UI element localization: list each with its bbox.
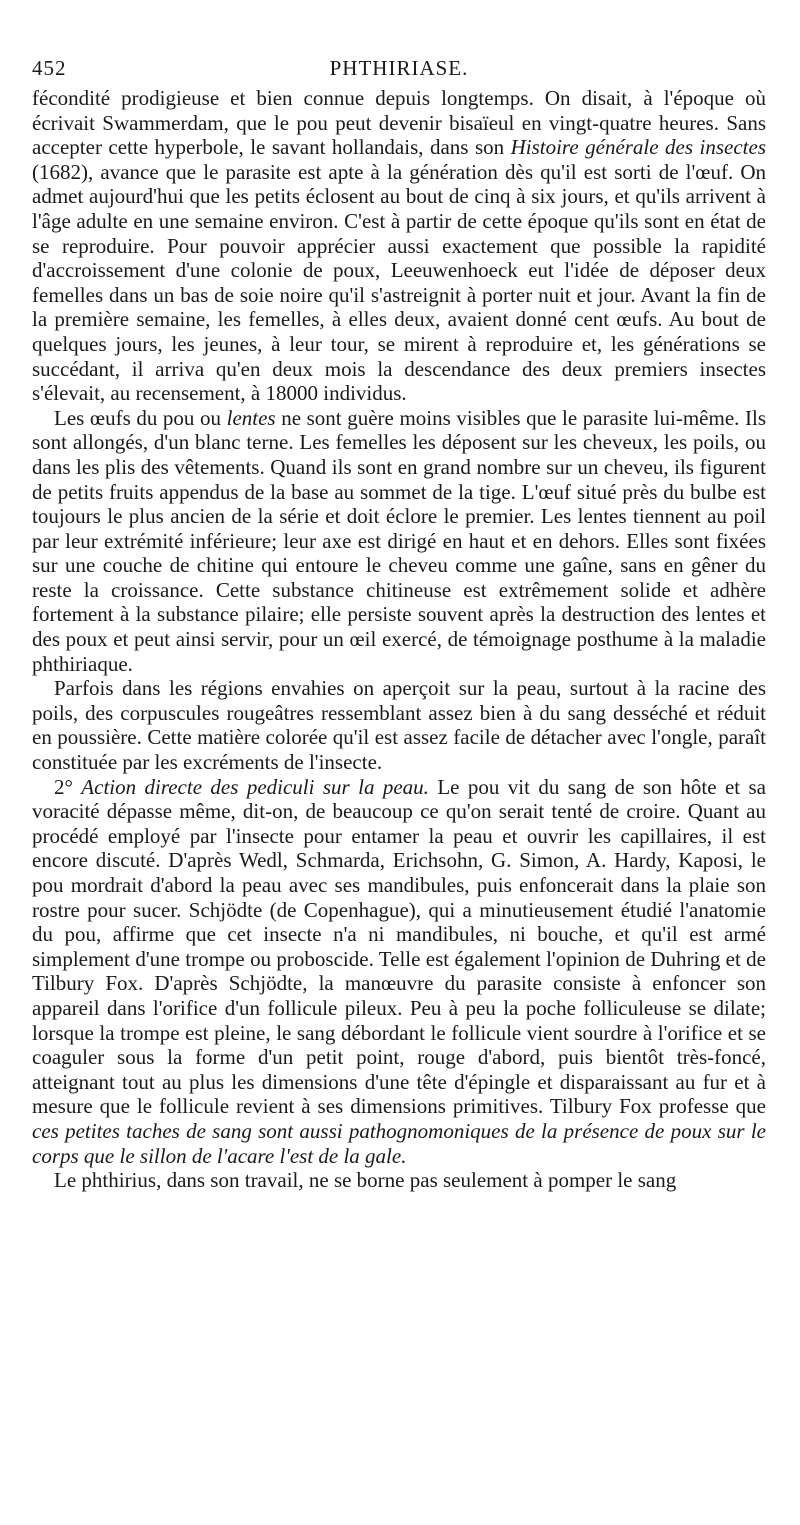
book-title-italic: Histoire générale des insectes [510, 135, 766, 160]
paragraph-lentes: Les œufs du pou ou lentes ne sont guère moins visibles que le parasite lui-même. Ils sont allongés, d'un blanc terne. Les femelles les déposent sur les cheveux, les poils, ou dans les plis des vêtements. Quand ils sont en grand nombre sur un cheveu, ils figurent de petits fruits appendus de la base au sommet de la tige. L'œuf situé près du bulbe est toujours le plus ancien de la série et doit éclore le premier. Les lentes tiennent au poil par leur extrémité inférieure; leur axe est dirigé en haut et en dehors. Elles sont fixées sur une couche de chitine qui entoure le cheveu comme une gaîne, sans en gêner du reste la croissance. Cette substance chitineuse est extrêmement solide et adhère fortement à la substance pilaire; elle persiste souvent après la destruction des lentes et des poux et peut ainsi servir, pour un œil exercé, de témoignage posthume à la maladie phthiriaque. [32, 405, 767, 676]
term-lentes-italic: lentes [226, 405, 276, 430]
page-header [32, 56, 766, 86]
section-heading-italic: Action directe des pediculi sur la peau. [81, 774, 429, 799]
paragraph-phthirius: Le phthirius, dans son travail, ne se borne pas seulement à pomper le sang [54, 1168, 677, 1193]
paragraph-fecondite: fécondité prodigieuse et bien connue depuis longtemps. On disait, à l'époque où écrivait Swammerdam, que le pou peut devenir bisaïeul en vingt-quatre heures. Sans accepter cette hyperbole, le savant hollandais, dans son Histoire générale des insectes (1682), avance que le parasite est apte à la génération dès qu'il est sorti de l'œuf. On admet aujourd'hui que les petits éclosent au bout de cinq à six jours, et qu'ils arrivent à l'âge adulte en une semaine environ. C'est à partir de cette époque qu'ils sont en état de se reproduire. Pour pouvoir apprécier aussi exactement que possible la rapidité d'accroissement d'une colonie de poux, Leeuwenhoeck eut l'idée de déposer deux femelles dans un bas de soie noire qu'il s'astreignit à porter nuit et jour. Avant la fin de la première semaine, les femelles, à elles deux, avaient donné cent œufs. Au bout de quelques jours, les jeunes, à leur tour, se mirent à reproduire et, les générations se succédant, il arriva qu'en deux mois la descendance des deux premiers insectes s'élevait, au recensement, à 18000 individus. [32, 86, 766, 406]
paragraph-action-directe: 2° Action directe des pediculi sur la peau. Le pou vit du sang de son hôte et sa voracité dépasse même, dit-on, de beaucoup ce qu'on serait tenté de croire. Quant au procédé employé par l'insecte pour entamer la peau et ouvrir les capillaires, il est encore discuté. D'après Wedl, Schmarda, Erichsohn, G. Simon, A. Hardy, Kaposi, le pou mordrait d'abord la peau avec ses mandibules, puis enfoncerait dans la plaie son rostre pour sucer. Schjödte (de Copenhague), qui a minutieusement étudié l'anatomie du pou, affirme que cet insecte n'a ni mandibules, ni bouche, et qu'il est armé simplement d'une trompe ou proboscide. Telle est également l'opinion de Duhring et de Tilbury Fox. D'après Schjödte, la manœuvre du parasite consiste à enfoncer son appareil dans l'orifice d'un follicule pileux. Peu à peu la poche folliculeuse se dilate; lorsque la trompe est pleine, le sang débordant le follicule vient sourdre à l'orifice et se coaguler sous la forme d'un petit point, rouge d'abord, puis bientôt très-foncé, atteignant tout au plus les dimensions d'une tête d'épingle et disparaissant au fur et à mesure que le follicule revient à ses dimensions primitives. Tilbury Fox professe que ces petites taches de sang sont aussi pathognomoniques de la présence de poux sur le corps que le sillon de l'acare l'est de la gale. [32, 774, 766, 1168]
paragraph-corpuscules: Parfois dans les régions envahies on aperçoit sur la peau, surtout à la racine des poils, des corpuscules rougeâtres ressemblant assez bien à du sang desséché et réduit en poussière. Cette matière colorée qu'il est assez facile de détacher avec l'ongle, paraît constituée par les excréments de l'insecte. [32, 676, 766, 775]
book-page [32, 56, 766, 1193]
quotation-italic: ces petites taches de sang sont aussi pathognomoniques de la présence de poux sur le corps que le sillon de l'acare l'est de la gale. [32, 1118, 766, 1168]
running-head: PHTHIRIASE. [329, 56, 469, 80]
page-number: 452 [32, 56, 67, 80]
